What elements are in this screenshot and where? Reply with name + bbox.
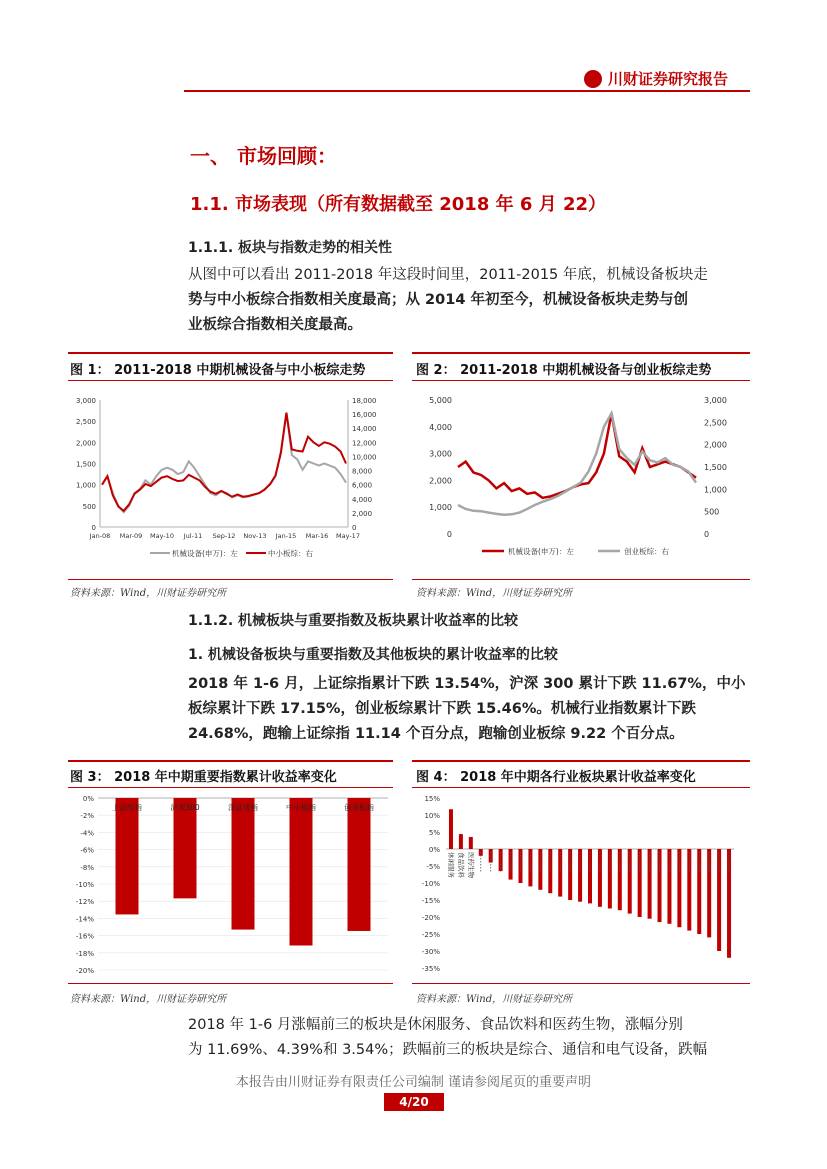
fig3-category-label: 创业板指: [344, 803, 374, 812]
fig1-xtick: Mar-09: [119, 532, 143, 540]
fig2-ytick-left: 1,000: [429, 503, 452, 513]
fig1-ytick-left: 1,000: [75, 481, 96, 490]
fig4-ytick: -35%: [421, 965, 440, 973]
fig3-source: 资料来源：Wind，川财证券研究所: [70, 994, 227, 1005]
fig4-title-rule: [412, 787, 750, 788]
fig1-ytick-right: 6,000: [352, 481, 373, 490]
fig3-ytick: -16%: [75, 932, 94, 941]
fig2-ytick-right: 500: [704, 507, 720, 517]
fig1-ytick-right: 4,000: [352, 495, 373, 504]
fig4-bar: [608, 849, 612, 909]
fig1-ytick-left: 0: [91, 524, 96, 532]
fig4-chart: [412, 790, 750, 980]
fig1-ytick-right: 0: [352, 524, 357, 532]
fig3-bar: [290, 798, 313, 945]
fig1-legend-machinery: 机械设备(申万)：左: [172, 549, 238, 558]
paragraph-3: [188, 1013, 750, 1063]
fig4-bar: [588, 849, 592, 903]
fig4-ytick: 15%: [424, 795, 440, 803]
fig4-ytick: 5%: [428, 829, 440, 837]
fig1-xtick: Mar-16: [305, 532, 329, 540]
header-rule: [184, 90, 750, 92]
paragraph-1-line: 从图中可以看出 2011-2018 年这段时间里，2011-2015 年底，机械设备板块走: [188, 267, 708, 283]
fig3-category-label: 沪深300: [170, 803, 200, 812]
fig3-title: 图 3： 2018 年中期重要指数累计收益率变化: [70, 770, 337, 785]
fig4-bar: [459, 834, 463, 849]
paragraph-1-line: 业板综合指数相关度最高。: [188, 317, 362, 333]
fig2-ytick-right: 0: [704, 530, 710, 539]
fig3-ytick: -12%: [75, 898, 94, 907]
fig3-ytick: 0%: [82, 795, 94, 803]
section-heading: 一、 市场回顾：: [190, 144, 337, 168]
fig2-ytick-right: 1,500: [704, 463, 727, 472]
fig1-ytick-right: 14,000: [352, 425, 377, 434]
fig2-ytick-right: 3,000: [704, 396, 727, 405]
fig1-xtick: Jan-08: [89, 532, 111, 540]
fig4-title: 图 4： 2018 年中期各行业板块累计收益率变化: [416, 770, 696, 785]
fig2-ytick-left: 3,000: [429, 449, 452, 459]
fig4-ytick: -20%: [421, 914, 440, 922]
fig4-bar: [598, 849, 602, 907]
fig4-category-label: 休闲服务: [446, 852, 455, 878]
fig3-bottom-rule: [68, 983, 393, 984]
fig4-bar: [518, 849, 522, 883]
paragraph-3-line: 为 11.69%、4.39%和 3.54%；跌幅前三的板块是综合、通信和电气设备，跌幅: [188, 1042, 708, 1058]
subsection-heading: 1.1. 市场表现（所有数据截至 2018 年 6 月 22）: [190, 194, 606, 215]
fig1-ytick-left: 1,500: [75, 460, 96, 469]
fig1-ytick-right: 16,000: [352, 411, 377, 420]
fig4-ytick: 0%: [428, 846, 440, 854]
subsubsection-heading-a: 1.1.1. 板块与指数走势的相关性: [188, 240, 393, 256]
paragraph-1: [188, 263, 750, 338]
fig2-legend-machinery: 机械设备(申万)：左: [508, 547, 574, 556]
brand-name: 川财证券研究报告: [608, 70, 729, 88]
fig4-ytick: -5%: [426, 863, 440, 871]
fig3-title-rule: [68, 787, 393, 788]
fig4-bar: [658, 849, 662, 922]
brand-logo-icon: [584, 70, 602, 88]
fig1-chart: [68, 386, 393, 574]
fig2-ytick-left: 0: [446, 530, 452, 539]
fig2-ytick-left: 2,000: [429, 476, 452, 486]
fig2-source: 资料来源：Wind，川财证券研究所: [416, 588, 573, 599]
fig3-top-rule: [68, 760, 393, 762]
fig3-bar: [232, 798, 255, 930]
fig4-bar: [568, 849, 572, 900]
fig2-top-rule: [412, 352, 750, 354]
fig1-xtick: May-10: [150, 532, 174, 540]
fig2-legend-chinext: 创业板综：右: [624, 547, 669, 556]
fig3-ytick: -6%: [80, 846, 94, 855]
fig1-ytick-left: 2,500: [75, 418, 96, 427]
fig1-ytick-left: 500: [82, 502, 96, 511]
fig3-ytick: -2%: [80, 812, 94, 821]
fig1-xtick: Jul-11: [183, 532, 203, 540]
fig1-title-rule: [68, 380, 393, 381]
paragraph-2-line: 2018 年 1-6 月，上证综指累计下跌 13.54%，沪深 300 累计下跌 11.67%，中小: [188, 676, 746, 692]
fig1-title: 图 1： 2011-2018 中期机械设备与中小板综走势: [70, 363, 366, 378]
fig1-legend-sme: 中小板综：右: [268, 549, 313, 558]
fig3-ytick: -18%: [75, 949, 94, 958]
fig3-bar: [116, 798, 139, 914]
fig1-top-rule: [68, 352, 393, 354]
fig4-ytick: -10%: [421, 880, 440, 888]
page-number: 4/20: [384, 1093, 444, 1111]
fig3-category-label: 中小板指: [286, 803, 316, 812]
fig4-category-label: 食品饮料: [456, 852, 465, 878]
fig4-ytick: -15%: [421, 897, 440, 905]
fig1-ytick-left: 2,000: [75, 439, 96, 448]
fig1-xtick: May-17: [336, 532, 360, 540]
fig2-ytick-left: 4,000: [429, 422, 452, 432]
fig4-ytick: -30%: [421, 948, 440, 956]
paragraph-2: [188, 672, 750, 747]
fig4-bar: [667, 849, 671, 924]
fig3-ytick: -8%: [80, 863, 94, 872]
fig1-ytick-left: 3,000: [75, 397, 96, 405]
fig4-ytick: -25%: [421, 931, 440, 939]
fig1-ytick-right: 8,000: [352, 467, 373, 476]
fig2-chart: [412, 386, 750, 574]
fig4-category-label: 医药生物: [466, 852, 475, 878]
fig4-top-rule: [412, 760, 750, 762]
fig4-bar: [578, 849, 582, 902]
fig3-category-label: 上证综指: [112, 803, 142, 812]
fig4-bar: [449, 809, 453, 849]
fig1-bottom-rule: [68, 579, 393, 580]
paragraph-2-line: 24.68%，跑输上证综指 11.14 个百分点，跑输创业板综 9.22 个百分点。: [188, 726, 684, 742]
fig4-source: 资料来源：Wind，川财证券研究所: [416, 994, 573, 1005]
subsubsection-heading-b: 1.1.2. 机械板块与重要指数及板块累计收益率的比较: [188, 613, 519, 629]
fig2-bottom-rule: [412, 579, 750, 580]
fig2-ytick-right: 2,000: [704, 440, 727, 450]
numbered-heading: 1. 机械设备板块与重要指数及其他板块的累计收益率的比较: [188, 647, 558, 663]
fig4-bar: [469, 837, 473, 849]
fig3-bar: [348, 798, 371, 931]
paragraph-3-line: 2018 年 1-6 月涨幅前三的板块是休闲服务、食品饮料和医药生物，涨幅分别: [188, 1017, 683, 1033]
fig1-ytick-right: 18,000: [352, 397, 377, 405]
footer-disclaimer: 本报告由川财证券有限责任公司编制 谨请参阅尾页的重要声明: [235, 1075, 592, 1090]
fig2-title: 图 2： 2011-2018 中期机械设备与创业板综走势: [416, 363, 712, 378]
fig2-ytick-right: 2,500: [704, 418, 727, 428]
fig1-xtick: Sep-12: [212, 532, 236, 540]
fig3-ytick: -14%: [75, 915, 94, 924]
fig4-bottom-rule: [412, 983, 750, 984]
fig3-bar: [174, 798, 197, 898]
fig3-category-label: 深证成指: [228, 803, 258, 812]
fig1-ytick-right: 2,000: [352, 509, 373, 518]
fig1-ytick-right: 12,000: [352, 439, 377, 448]
fig2-ytick-left: 5,000: [429, 396, 452, 405]
fig2-title-rule: [412, 380, 750, 381]
fig1-ytick-right: 10,000: [352, 453, 377, 462]
fig3-ytick: -10%: [75, 881, 94, 889]
fig2-ytick-right: 1,000: [704, 485, 727, 495]
fig3-chart: [68, 790, 393, 980]
fig4-ytick: 10%: [424, 812, 440, 820]
fig3-ytick: -4%: [80, 829, 94, 838]
fig1-series-machinery: [102, 413, 346, 513]
paragraph-1-line: 势与中小板综合指数相关度最高；从 2014 年初至今，机械设备板块走势与创: [188, 292, 688, 308]
fig3-ytick: -20%: [75, 967, 94, 975]
paragraph-2-line: 板综累计下跌 17.15%，创业板综累计下跌 15.46%。机械行业指数累计下跌: [188, 701, 696, 717]
fig1-xtick: Nov-13: [243, 532, 267, 540]
fig1-source: 资料来源：Wind，川财证券研究所: [70, 588, 227, 599]
fig4-bar: [677, 849, 681, 927]
fig1-xtick: Jan-15: [275, 532, 297, 540]
